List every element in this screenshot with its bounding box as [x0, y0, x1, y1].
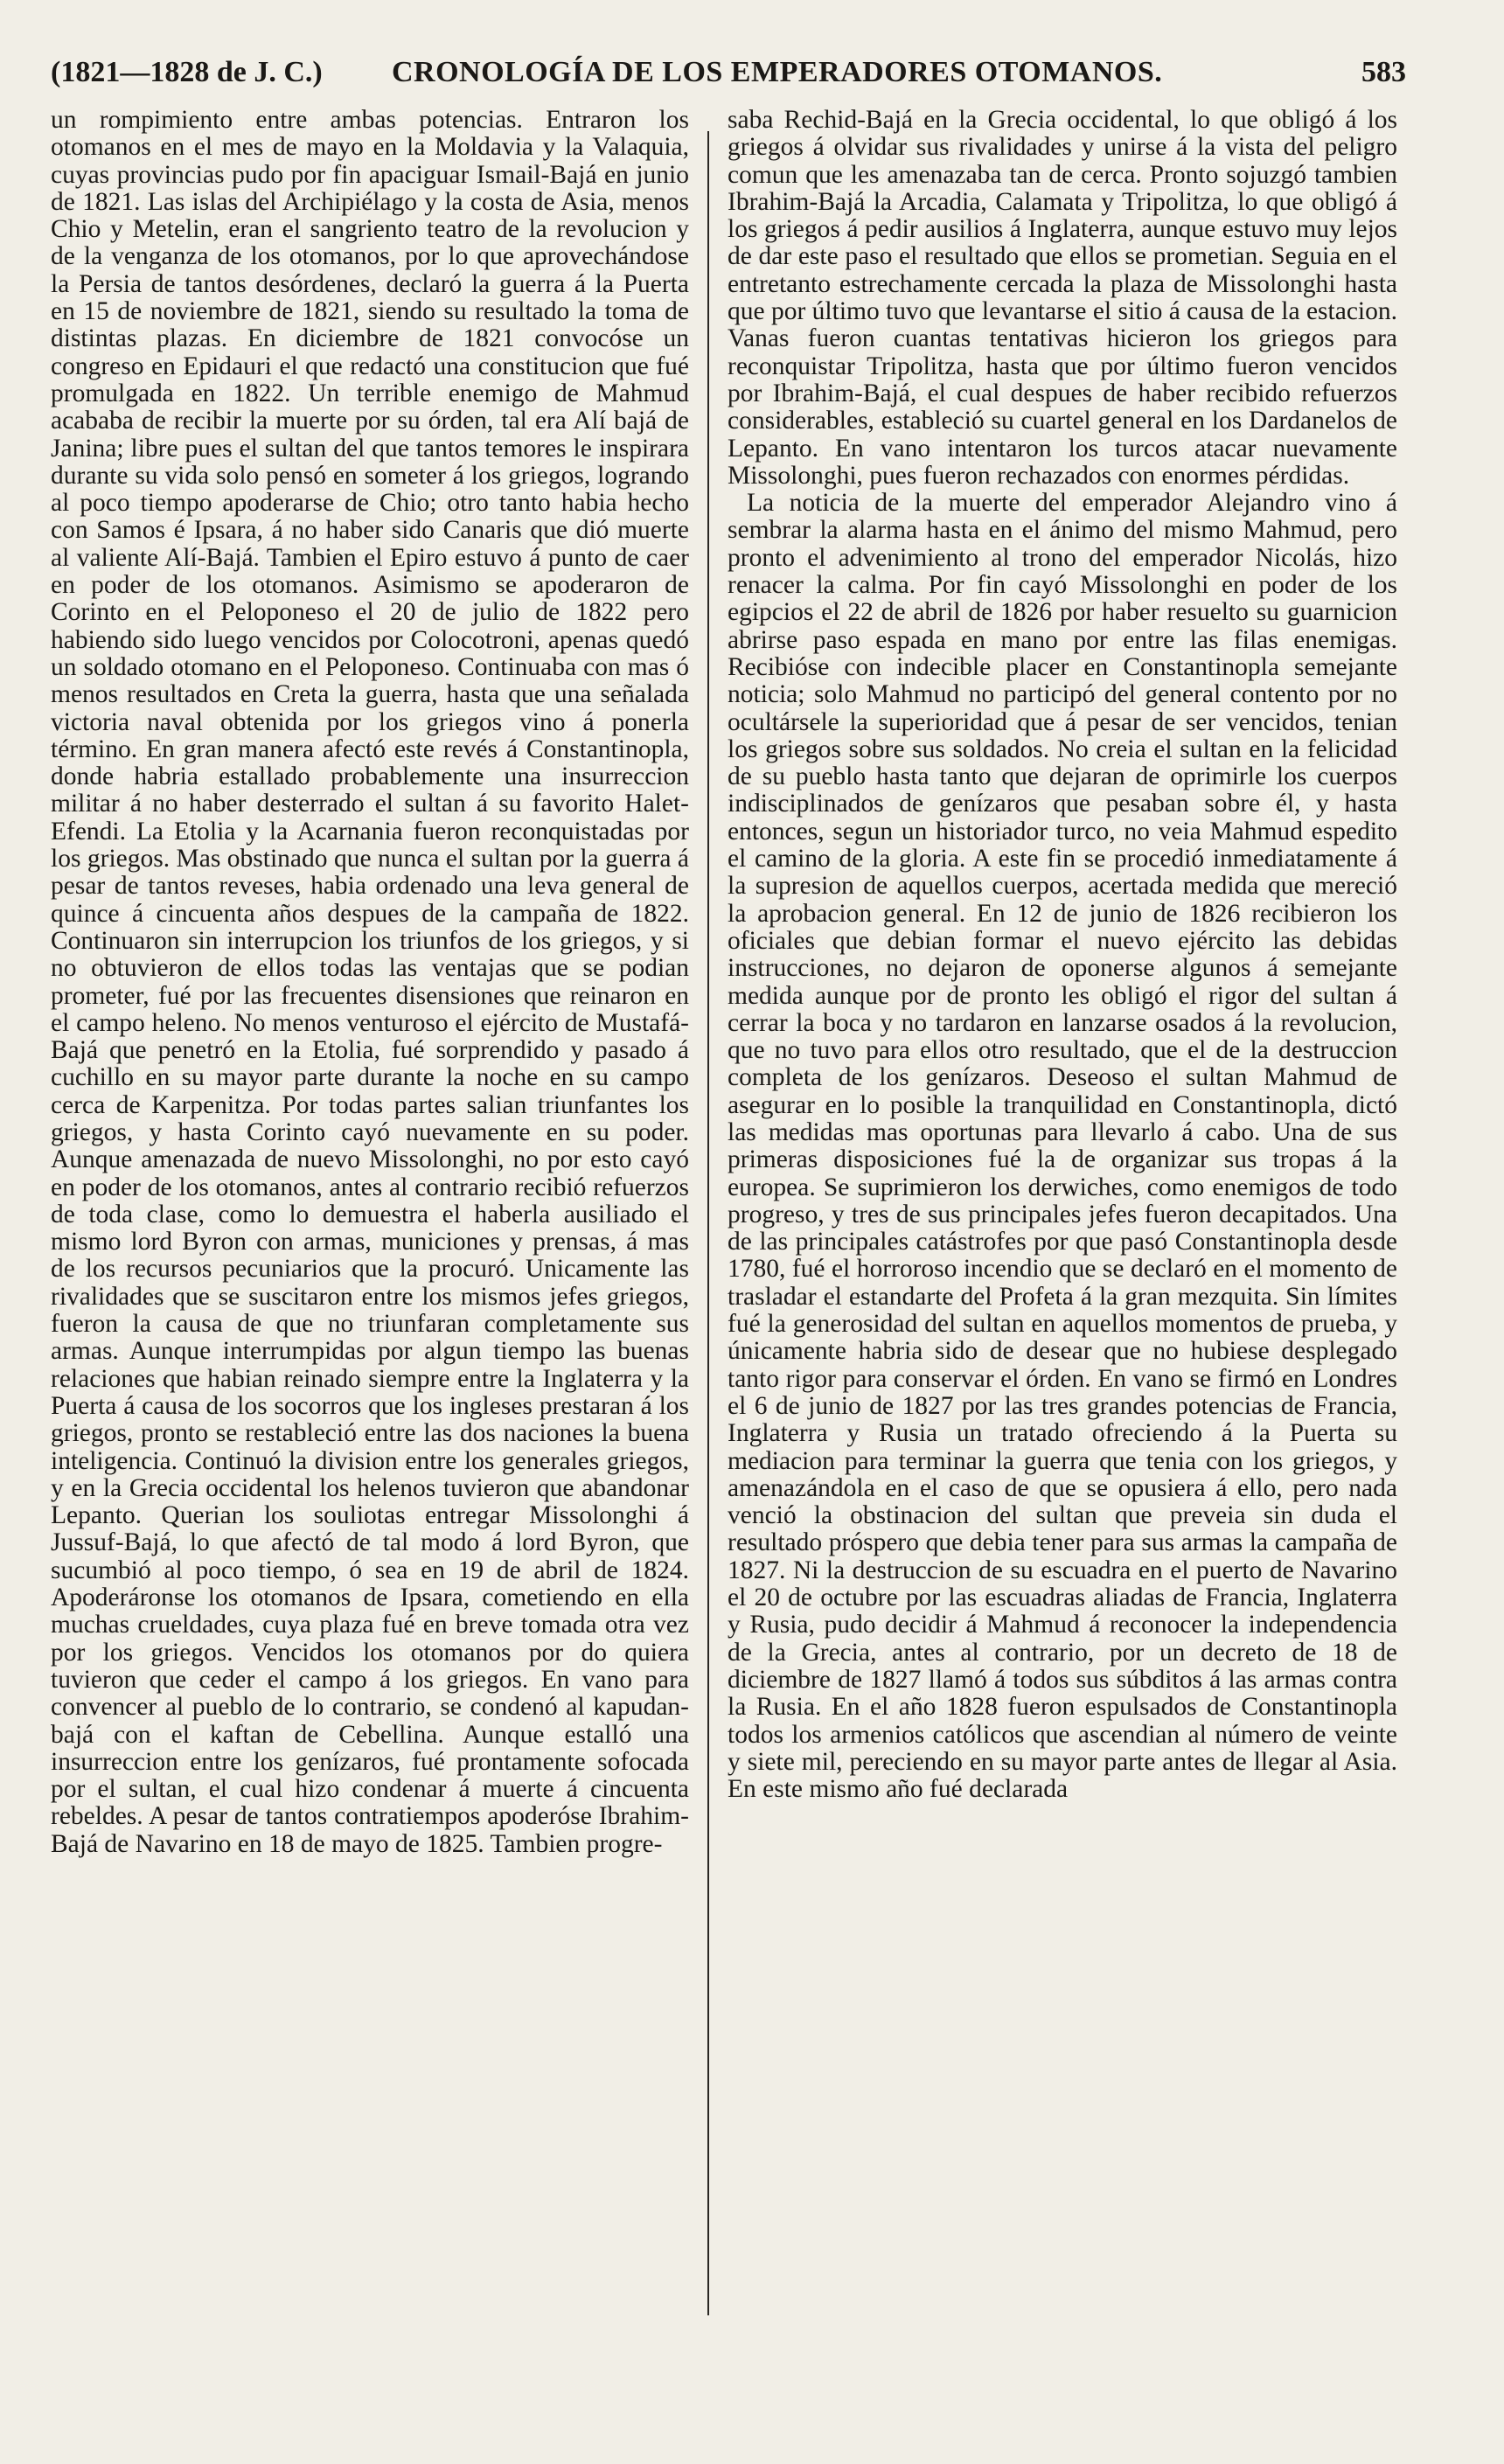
left-column-paragraph-1: un rompimiento entre ambas potencias. Entraron los otomanos en el mes de mayo en la Moldavia y la Valaquia, cuyas provincias pudo por fin apaciguar Ismail-Bajá en junio de 1821. Las islas del Archipiélago y la costa de Asia, menos Chio y Metelin, eran el sangriento teatro de la revolucion y de la venganza de los otomanos, por lo que aprovechándose la Persia de tantos desórdenes, declaró la guerra á la Puerta en 15 de noviembre de 1821, siendo su resultado la toma de distintas plazas. En diciembre de 1821 convocóse un congreso en Epidauri el que redactó una constitucion que fué promulgada en 1822. Un terrible enemigo de Mahmud acababa de recibir la muerte por su órden, tal era Alí bajá de Janina; libre pues el sultan del que tantos temores le inspirara durante su vida solo pensó en someter á los griegos, logrando al poco tiempo apoderarse de Chio; otro tanto habia hecho con Samos é Ipsara, á no haber sido Canaris que dió muerte al valiente Alí-Bajá. Tambien el Epiro estuvo á punto de caer en poder de los otomanos. Asimismo se apoderaron de Corinto en el Peloponeso el 20 de julio de 1822 pero habiendo sido luego vencidos por Colocotroni, apenas quedó un soldado otomano en el Peloponeso. Continuaba con mas ó menos resultados en Creta la guerra, hasta que una señalada victoria naval obtenida por los griegos vino á ponerla término. En gran manera afectó este revés á Constantinopla, donde habria estallado probablemente una insurreccion militar á no haber desterrado el sultan á su favorito Halet-Efendi. La Etolia y la Acarnania fueron reconquistadas por los griegos. Mas obstinado que nunca el sultan por la guerra á pesar de tantos reveses, habia ordenado una leva general de quince á cincuenta años despues de la campaña de 1822. Continuaron sin interrupcion los triunfos de los griegos, y si no obtuvieron de ellos todas las ventajas que se podian prometer, fué por las frecuentes disensiones que reinaron en el campo heleno. No menos venturoso el ejército de Mustafá-Bajá que penetró en la Etolia, fué sorprendido y pasado á cuchillo en su mayor parte durante la noche en su campo cerca de Karpenitza. Por todas partes salian triunfantes los griegos, y hasta Corinto cayó nuevamente en su poder. Aunque amenazada de nuevo Missolonghi, no por esto cayó en poder de los otomanos, antes al contrario recibió refuerzos de toda clase, como lo demuestra el haberla ausiliado el mismo lord Byron con armas, municiones y prensas, á mas de los recursos pecuniarios que la procuró. Unicamente las rivalidades que se suscitaron entre los mismos jefes griegos, fueron la causa de que no triunfaran completamente sus armas. Aunque interrumpidas por algun tiempo las buenas relaciones que habian reinado siempre entre la Inglaterra y la Puerta á causa de los socorros que los ingleses prestaran á los griegos, pronto se restableció entre las dos naciones la buena inteligencia. Continuó la division entre los generales griegos, y en la Grecia occidental los helenos tuvieron que abandonar Lepanto. Querian los souliotas entregar Missolonghi á Jussuf-Bajá, lo que afectó de tal modo á lord Byron, que sucumbió al poco tiempo, ó sea en 19 de abril de 1824. Apoderáronse los otomanos de Ipsara, cometiendo en ella muchas crueldades, cuya plaza fué en breve tomada otra vez por los griegos. Vencidos los otomanos por do quiera tuvieron que ceder el campo á los griegos. En vano para convencer al pueblo de lo contrario, se condenó al kapudan-bajá con el kaftan de Cebellina. Aunque estalló una insurreccion entre los genízaros, fué prontamente sofocada por el sultan, el cual hizo condenar á muerte á cincuenta rebeldes. A pesar de tantos contratiempos apoderóse Ibrahim-Bajá de Navarino en 18 de mayo de 1825. Tambien progre- — [51, 106, 689, 1858]
header-title: CRONOLOGÍA DE LOS EMPERADORES OTOMANOS. — [392, 56, 1163, 88]
right-column — [728, 107, 1397, 1803]
running-header — [51, 52, 1406, 96]
right-column-paragraph-2: La noticia de la muerte del emperador Alejandro vino á sembrar la alarma hasta en el ánimo del mismo Mahmud, pero pronto el advenimiento al trono del emperador Nicolás, hizo renacer la calma. Por fin cayó Missolonghi en poder de los egipcios el 22 de abril de 1826 por haber resuelto su guarnicion abrirse paso espada en mano por entre las filas enemigas. Recibióse con indecible placer en Constantinopla semejante noticia; solo Mahmud no participó del general contento por no ocultársele la superioridad que á pesar de ser vencidos, tenian los griegos sobre sus soldados. No creia el sultan en la felicidad de su pueblo hasta tanto que dejaran de oprimirle los cuerpos indisciplinados de genízaros que pesaban sobre él, y hasta entonces, segun un historiador turco, no veia Mahmud espedito el camino de la gloria. A este fin se procedió inmediatamente á la supresion de aquellos cuerpos, acertada medida que mereció la aprobacion general. En 12 de junio de 1826 recibieron los oficiales que debian formar el nuevo ejército las debidas instrucciones, no dejaron de oponerse algunos á semejante medida aunque por de pronto les obligó el rigor del sultan á cerrar la boca y no tardaron en lanzarse osados á la revolucion, que no tuvo para ellos otro resultado, que el de la destruccion completa de los genízaros. Deseoso el sultan Mahmud de asegurar en lo posible la tranquilidad en Constantinopla, dictó las medidas mas oportunas para llevarlo á cabo. Una de sus primeras disposiciones fué la de organizar sus tropas á la europea. Se suprimieron los derwiches, como enemigos de todo progreso, y tres de sus principales jefes fueron decapitados. Una de las principales catástrofes por que pasó Constantinopla desde 1780, fué el horroroso incendio que se declaró en el momento de trasladar el estandarte del Profeta á la gran mezquita. Sin límites fué la generosidad del sultan en aquellos momentos de prueba, y únicamente habria sido de desear que no hubiese desplegado tanto rigor para conservar el órden. En vano se firmó en Londres el 6 de junio de 1827 por las tres grandes potencias de Francia, Inglaterra y Rusia un tratado ofreciendo á la Puerta su mediacion para terminar la guerra que tenia con los griegos, y amenazándola en el caso de que se opusiera á ello, pero nada venció la obstinacion del sultan que preveia sin duda el resultado próspero que debia tener para sus armas la campaña de 1827. Ni la destruccion de su escuadra en el puerto de Navarino el 20 de octubre por las escuadras aliadas de Francia, Inglaterra y Rusia, pudo decidir á Mahmud á reconocer la independencia de la Grecia, antes al contrario, por un decreto de 18 de diciembre de 1827 llamó á todos sus súbditos á las armas contra la Rusia. En el año 1828 fueron espulsados de Constantinopla todos los armenios católicos que ascendian al número de veinte y siete mil, pereciendo en su mayor parte antes de llegar al Asia. En este mismo año fué declarada — [728, 489, 1397, 1804]
header-date-range: (1821—1828 de J. C.) — [51, 56, 323, 88]
column-divider — [707, 131, 709, 2315]
page-number: 583 — [1361, 56, 1406, 88]
left-column — [51, 107, 689, 1858]
right-column-paragraph-1: saba Rechid-Bajá en la Grecia occidental, lo que obligó á los griegos á olvidar sus rivalidades y unirse á la vista del peligro comun que les amenazaba tan de cerca. Pronto sojuzgó tambien Ibrahim-Bajá la Arcadia, Calamata y Tripolitza, lo que obligó á los griegos á pedir ausilios á Inglaterra, aunque estuvo muy lejos de dar este paso el resultado que ellos se prometian. Seguia en el entretanto estrechamente cercada la plaza de Missolonghi hasta que por último tuvo que levantarse el sitio á causa de la estacion. Vanas fueron cuantas tentativas hicieron los griegos para reconquistar Tripolitza, hasta que por último fueron vencidos por Ibrahim-Bajá, el cual despues de haber recibido refuerzos considerables, estableció su cuartel general en los Dardanelos de Lepanto. En vano intentaron los turcos atacar nuevamente Missolonghi, pues fueron rechazados con enormes pérdidas. — [728, 106, 1397, 490]
